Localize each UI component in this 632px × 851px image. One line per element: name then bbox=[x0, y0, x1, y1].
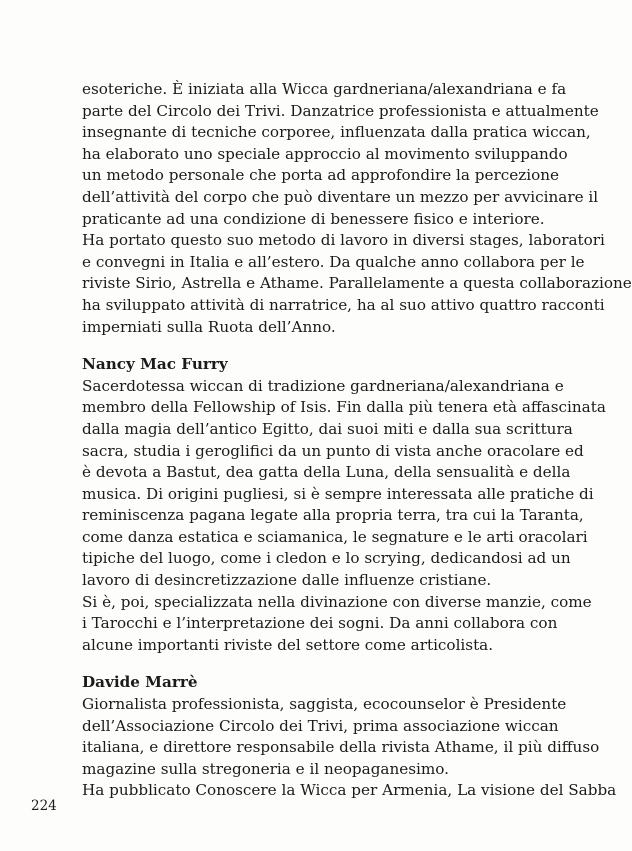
text-line: come danza estatica e sciamanica, le segnature e le arti oracolari bbox=[82, 527, 588, 546]
text-line: dell’attività del corpo che può diventare un mezzo per avvicinare il bbox=[82, 187, 599, 206]
text-line: i Tarocchi e l’interpretazione dei sogni. Da anni collabora con bbox=[82, 614, 558, 633]
text-line: Giornalista professionista, saggista, ecocounselor è Presidente bbox=[82, 695, 567, 714]
text-line: dell’Associazione Circolo dei Trivi, prima associazione wiccan bbox=[82, 716, 559, 735]
text-line: praticante ad una condizione di benessere fisico e interiore. bbox=[82, 209, 545, 228]
text-line: Ha pubblicato Conoscere la Wicca per Armenia, La visione del Sabba bbox=[82, 781, 617, 800]
text-line: Si è, poi, specializzata nella divinazione con diverse manzie, come bbox=[82, 592, 592, 611]
text-line: sacra, studia i geroglifici da un punto di vista anche oracolare ed bbox=[82, 441, 584, 460]
text-line: lavoro di desincretizzazione dalle influenze cristiane. bbox=[82, 571, 492, 590]
text-line: riviste Sirio, Astrella e Athame. Parallelamente a questa collaborazione bbox=[82, 274, 632, 293]
text-line: alcune importanti riviste del settore come articolista. bbox=[82, 635, 494, 654]
text-line: reminiscenza pagana legate alla propria terra, tra cui la Taranta, bbox=[82, 506, 584, 525]
text-line: ha elaborato uno speciale approccio al movimento sviluppando bbox=[82, 144, 568, 163]
text-line: insegnante di tecniche corporee, influenzata dalla pratica wiccan, bbox=[82, 123, 591, 142]
text-line: Sacerdotessa wiccan di tradizione gardneriana/alexandriana e bbox=[82, 376, 564, 395]
text-line: parte del Circolo dei Trivi. Danzatrice professionista e attualmente bbox=[82, 101, 599, 120]
text-line: imperniati sulla Ruota dell’Anno. bbox=[82, 317, 336, 336]
text-line: musica. Di origini pugliesi, si è sempre interessata alle pratiche di bbox=[82, 484, 594, 503]
text-line: ha sviluppato attività di narratrice, ha al suo attivo quattro racconti bbox=[82, 295, 605, 314]
text-line: italiana, e direttore responsabile della rivista Athame, il più diffuso bbox=[82, 738, 600, 757]
page-body bbox=[82, 79, 632, 802]
text-line: magazine sulla stregoneria e il neopaganesimo. bbox=[82, 759, 449, 778]
text-line: Ha portato questo suo metodo di lavoro in diversi stages, laboratori bbox=[82, 231, 605, 250]
text-line: un metodo personale che porta ad approfondire la percezione bbox=[82, 166, 560, 185]
section-heading: Davide Marrè bbox=[82, 673, 198, 692]
paragraph-gap bbox=[82, 656, 514, 672]
page-number: 224 bbox=[31, 798, 57, 814]
text-line: è devota a Bastut, dea gatta della Luna, della sensualità e della bbox=[82, 463, 571, 482]
paragraph-gap bbox=[82, 338, 514, 354]
section-heading: Nancy Mac Furry bbox=[82, 355, 228, 374]
text-line: tipiche del luogo, come i cledon e lo scrying, dedicandosi ad un bbox=[82, 549, 571, 568]
text-line: dalla magia dell’antico Egitto, dai suoi miti e dalla sua scrittura bbox=[82, 419, 573, 438]
text-line: membro della Fellowship of Isis. Fin dalla più tenera età affascinata bbox=[82, 398, 606, 417]
text-line: esoteriche. È iniziata alla Wicca gardneriana/alexandriana e fa bbox=[82, 80, 567, 98]
text-line: e convegni in Italia e all’estero. Da qualche anno collabora per le bbox=[82, 252, 585, 271]
